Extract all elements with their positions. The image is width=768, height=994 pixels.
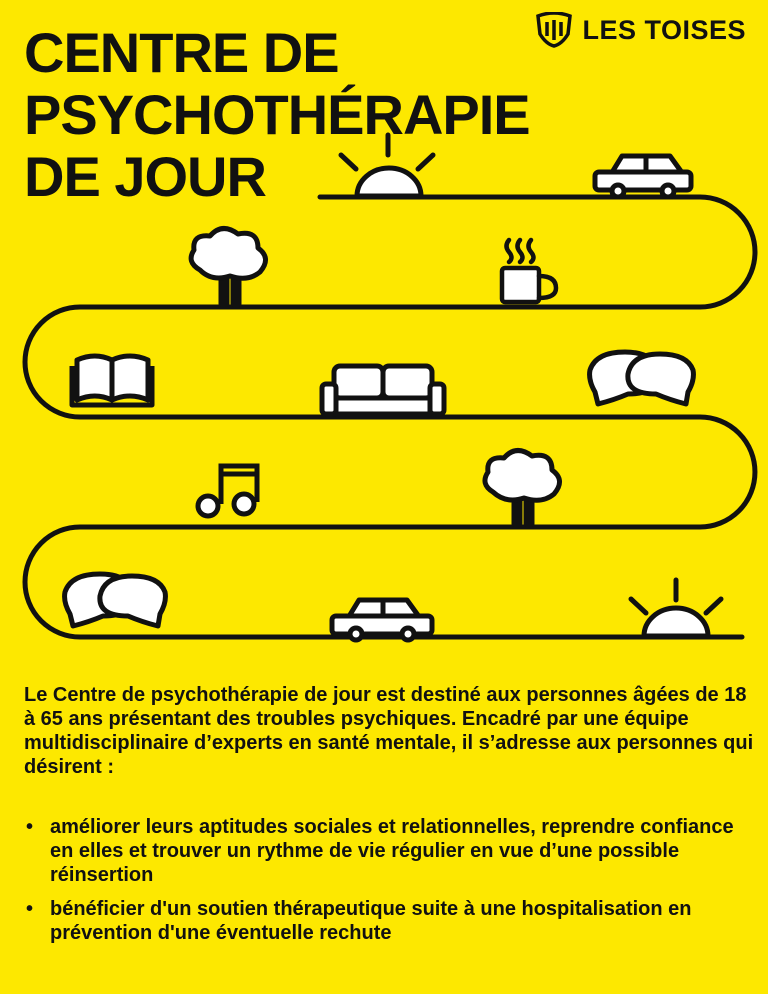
description-text: Le Centre de psychothérapie de jour est destiné aux personnes âgées de 18 à 65 ans présentant des troubles psychiques. Encadré par une équipe multidisciplinaire d’experts en santé mentale, il s’adresse aux personnes qui désirent :	[24, 684, 754, 778]
coffee-cup-icon	[502, 240, 556, 302]
title-line-2: PSYCHOTHÉRAPIE	[24, 83, 530, 146]
speech-bubbles-icon	[590, 352, 694, 404]
sunset-icon	[631, 580, 721, 636]
car-icon	[595, 156, 691, 197]
winding-road	[25, 197, 755, 637]
title-line-3: DE JOUR	[24, 145, 266, 208]
book-icon	[72, 356, 152, 405]
sofa-icon	[322, 366, 444, 414]
speech-bubbles-icon	[65, 574, 166, 626]
list-item: • bénéficier d'un soutien thérapeutique suite à une hospitalisation en prévention d'une éventuelle rechute	[24, 897, 744, 945]
sunrise-icon	[341, 135, 433, 196]
car-icon	[332, 600, 432, 640]
music-note-icon	[198, 466, 257, 516]
list-item: • améliorer leurs aptitudes sociales et relationnelles, reprendre confiance en elles et trouver un rythme de vie régulier en vue d’une possible réinsertion	[24, 815, 744, 887]
tree-icon	[485, 450, 560, 524]
title-line-1: CENTRE DE	[24, 21, 339, 84]
tree-icon	[191, 228, 265, 304]
bullet-list	[24, 815, 744, 955]
logo-text: LES TOISES	[582, 14, 746, 45]
